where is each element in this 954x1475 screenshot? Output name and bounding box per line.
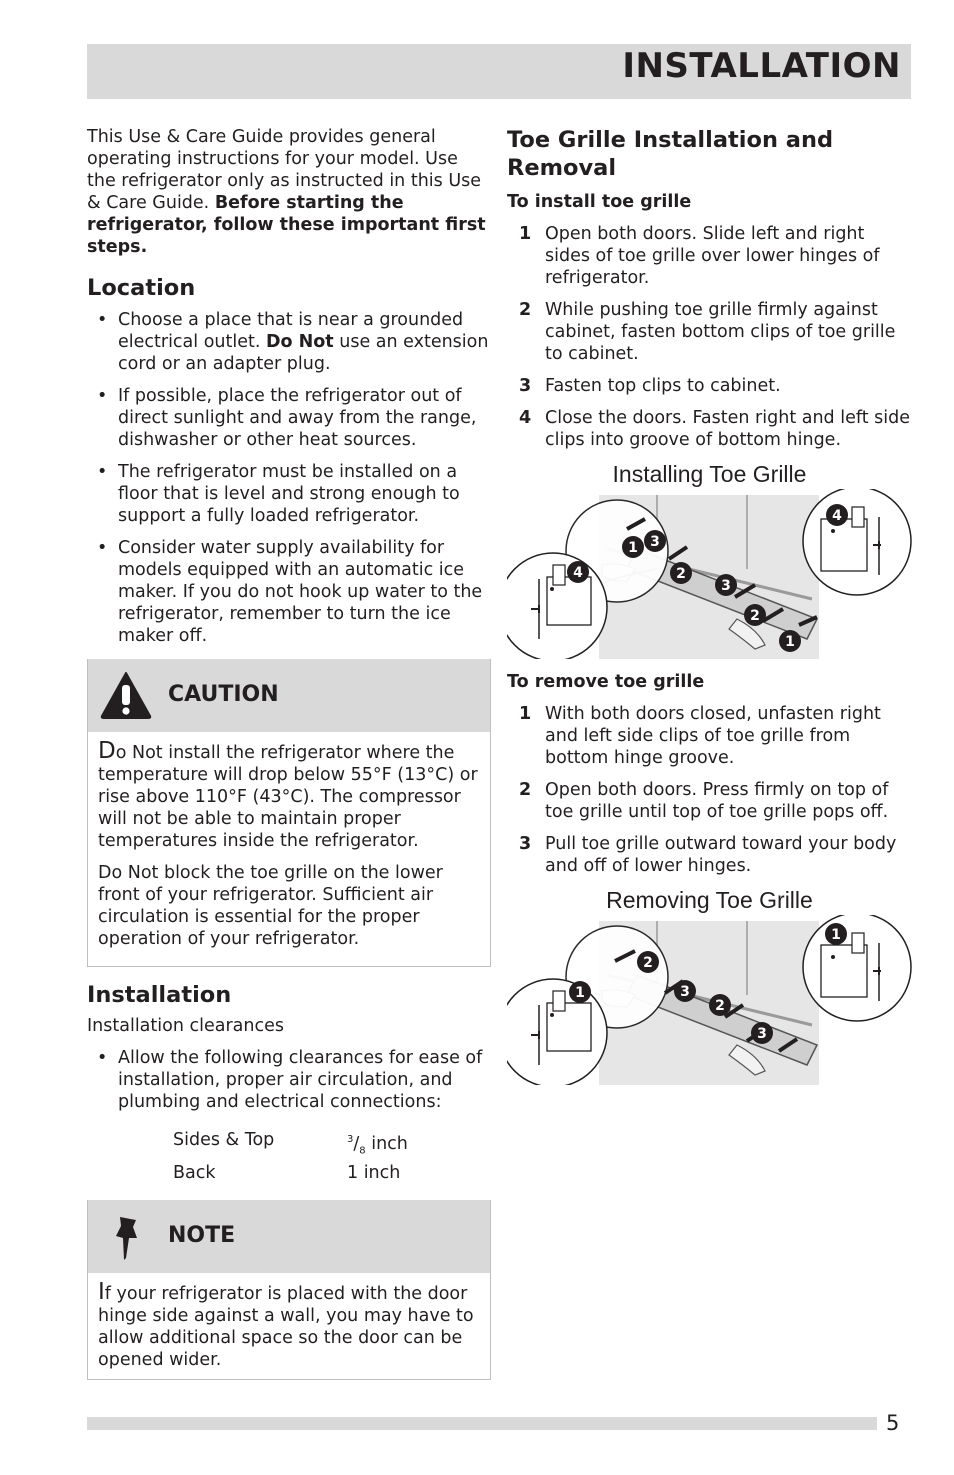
note-paragraph (98, 1281, 480, 1371)
note-label: NOTE (168, 1223, 236, 1249)
clearance-row (173, 1162, 491, 1184)
badge-number: 1 (575, 985, 585, 1001)
left-column (87, 126, 491, 1380)
clearance-value: 1 inch (347, 1163, 401, 1184)
list-item: • Allow the following clearances for ease of installation, proper air circulation, and plumbing and electrical connections: (87, 1047, 491, 1113)
clearance-value: $^3/_8$ inch (347, 1133, 408, 1157)
clearance-table (173, 1129, 491, 1184)
location-list (87, 309, 491, 647)
caution-box (87, 659, 491, 967)
remove-figure-title: Removing Toe Grille (606, 887, 813, 913)
bullet-text: Choose a place that is near a grounded electrical outlet. (118, 310, 464, 352)
list-item (507, 703, 912, 769)
installation-subtitle: Installation clearances (87, 1016, 284, 1036)
note-text: f your refrigerator is placed with the door hinge side against a wall, you may have to allow additional space so the door can be opened wider. (98, 1284, 474, 1371)
install-step-badge (779, 630, 801, 652)
intro-bold-text: Before starting the refrigerator, follow these important first steps. (87, 193, 486, 257)
install-step-badge (567, 561, 589, 583)
list-item: • If possible, place the refrigerator out of direct sunlight and away from the range, dishwasher or other heat sources. (87, 385, 491, 451)
badge-number: 3 (680, 984, 690, 1000)
list-item: • The refrigerator must be installed on a floor that is level and strong enough to support a fully loaded refrigerator. (87, 461, 491, 527)
drop-cap: I (98, 1279, 105, 1306)
footer-bar (87, 1417, 877, 1430)
step-text: Pull toe grille outward toward your body and off of lower hinges. (545, 834, 897, 876)
badge-number: 2 (643, 955, 653, 971)
caution-header (88, 659, 490, 732)
badge-number: 2 (715, 998, 725, 1014)
remove-heading: To remove toe grille (507, 672, 705, 692)
badge-number: 4 (573, 565, 583, 581)
caution-text: o Not install the refrigerator where the temperature will drop below 55°F (13°C) or rise above 110°F (43°C). The compressor will not be able to maintain proper temperatures inside the refrigerator. (98, 743, 478, 851)
step-text: While pushing toe grille firmly against cabinet, fasten bottom clips of toe grille to cabinet. (545, 300, 896, 364)
step-number: 1 (519, 704, 532, 724)
page-number: 5 (886, 1411, 900, 1435)
remove-steps (507, 703, 912, 877)
step-text: With both doors closed, unfasten right and left side clips of toe grille from bottom hinge groove. (545, 704, 881, 768)
remove-step-badge (709, 994, 731, 1016)
step-text: Fasten top clips to cabinet. (545, 376, 781, 396)
badge-number: 3 (650, 534, 660, 550)
caution-paragraph-2: Do Not block the toe grille on the lower front of your refrigerator. Sufficient air circulation is essential for the proper operation of your refrigerator. (98, 863, 443, 949)
list-item (87, 309, 491, 375)
list-item (507, 375, 912, 397)
badge-number: 3 (721, 578, 731, 594)
badge-number: 2 (750, 608, 760, 624)
step-number: 3 (519, 376, 532, 396)
step-number: 2 (519, 780, 532, 800)
page-header (87, 44, 911, 99)
note-box (87, 1200, 491, 1380)
pushpin-icon (110, 1214, 146, 1264)
remove-step-badge (637, 951, 659, 973)
intro-text: This Use & Care Guide provides general operating instructions for your model. Use the refrigerator only as instructed in this Use & Care Guide. (87, 127, 482, 213)
step-number: 3 (519, 834, 532, 854)
warning-icon (100, 671, 152, 719)
install-toe-grille-illustration (507, 489, 912, 659)
bullet-text: use an extension cord or an adapter plug. (118, 332, 489, 374)
list-item: • Consider water supply availability for models equipped with an automatic ice maker. If you do not hook up water to the refrigerator, remember to turn the ice maker off. (87, 537, 491, 647)
caution-label: CAUTION (168, 682, 279, 707)
clearance-unit: inch (365, 1133, 408, 1154)
badge-number: 1 (831, 927, 841, 943)
install-figure-title: Installing Toe Grille (612, 461, 807, 487)
right-column (507, 126, 912, 1085)
list-item (507, 223, 912, 289)
list-item (507, 407, 912, 451)
clearance-row (173, 1129, 491, 1162)
remove-toe-grille-illustration (507, 915, 912, 1085)
clearance-label: Sides & Top (173, 1130, 275, 1150)
step-text: Close the doors. Fasten right and left side clips into groove of bottom hinge. (545, 408, 910, 450)
page-title: INSTALLATION (622, 46, 901, 86)
install-step-badge (670, 562, 692, 584)
remove-step-badge (569, 981, 591, 1003)
install-step-badge (744, 604, 766, 626)
install-step-badge (715, 574, 737, 596)
remove-step-badge (751, 1022, 773, 1044)
step-text: Open both doors. Press firmly on top of toe grille until top of toe grille pops off. (545, 780, 889, 822)
installation-heading: Installation (87, 982, 232, 1008)
intro-paragraph (87, 126, 491, 258)
fraction-numerator: 3 (347, 1134, 354, 1145)
caution-paragraph-1 (98, 740, 480, 852)
step-number: 1 (519, 224, 532, 244)
step-number: 4 (519, 408, 532, 428)
badge-number: 4 (832, 508, 842, 524)
badge-number: 3 (757, 1026, 767, 1042)
step-number: 2 (519, 300, 532, 320)
badge-number: 1 (628, 540, 638, 556)
bullet-bold-text: Do Not (265, 332, 334, 352)
install-step-badge (622, 536, 644, 558)
installation-list (87, 1047, 491, 1113)
list-item (507, 779, 912, 823)
list-item (507, 299, 912, 365)
badge-number: 2 (676, 566, 686, 582)
location-heading: Location (87, 275, 196, 301)
remove-step-badge (674, 980, 696, 1002)
drop-cap: D (98, 738, 116, 764)
install-step-badge (644, 530, 666, 552)
remove-step-badge (825, 923, 847, 945)
install-steps (507, 223, 912, 451)
note-body (88, 1273, 490, 1379)
caution-body (88, 732, 490, 966)
fraction-denominator: 8 (359, 1145, 366, 1157)
badge-number: 1 (785, 634, 795, 650)
list-item (507, 833, 912, 877)
toe-grille-heading: Toe Grille Installation and Removal (507, 127, 834, 181)
note-header (88, 1200, 490, 1273)
install-heading: To install toe grille (507, 192, 692, 212)
clearance-label: Back (173, 1163, 216, 1184)
step-text: Open both doors. Slide left and right sides of toe grille over lower hinges of refrigerator. (545, 224, 880, 288)
install-step-badge (826, 504, 848, 526)
